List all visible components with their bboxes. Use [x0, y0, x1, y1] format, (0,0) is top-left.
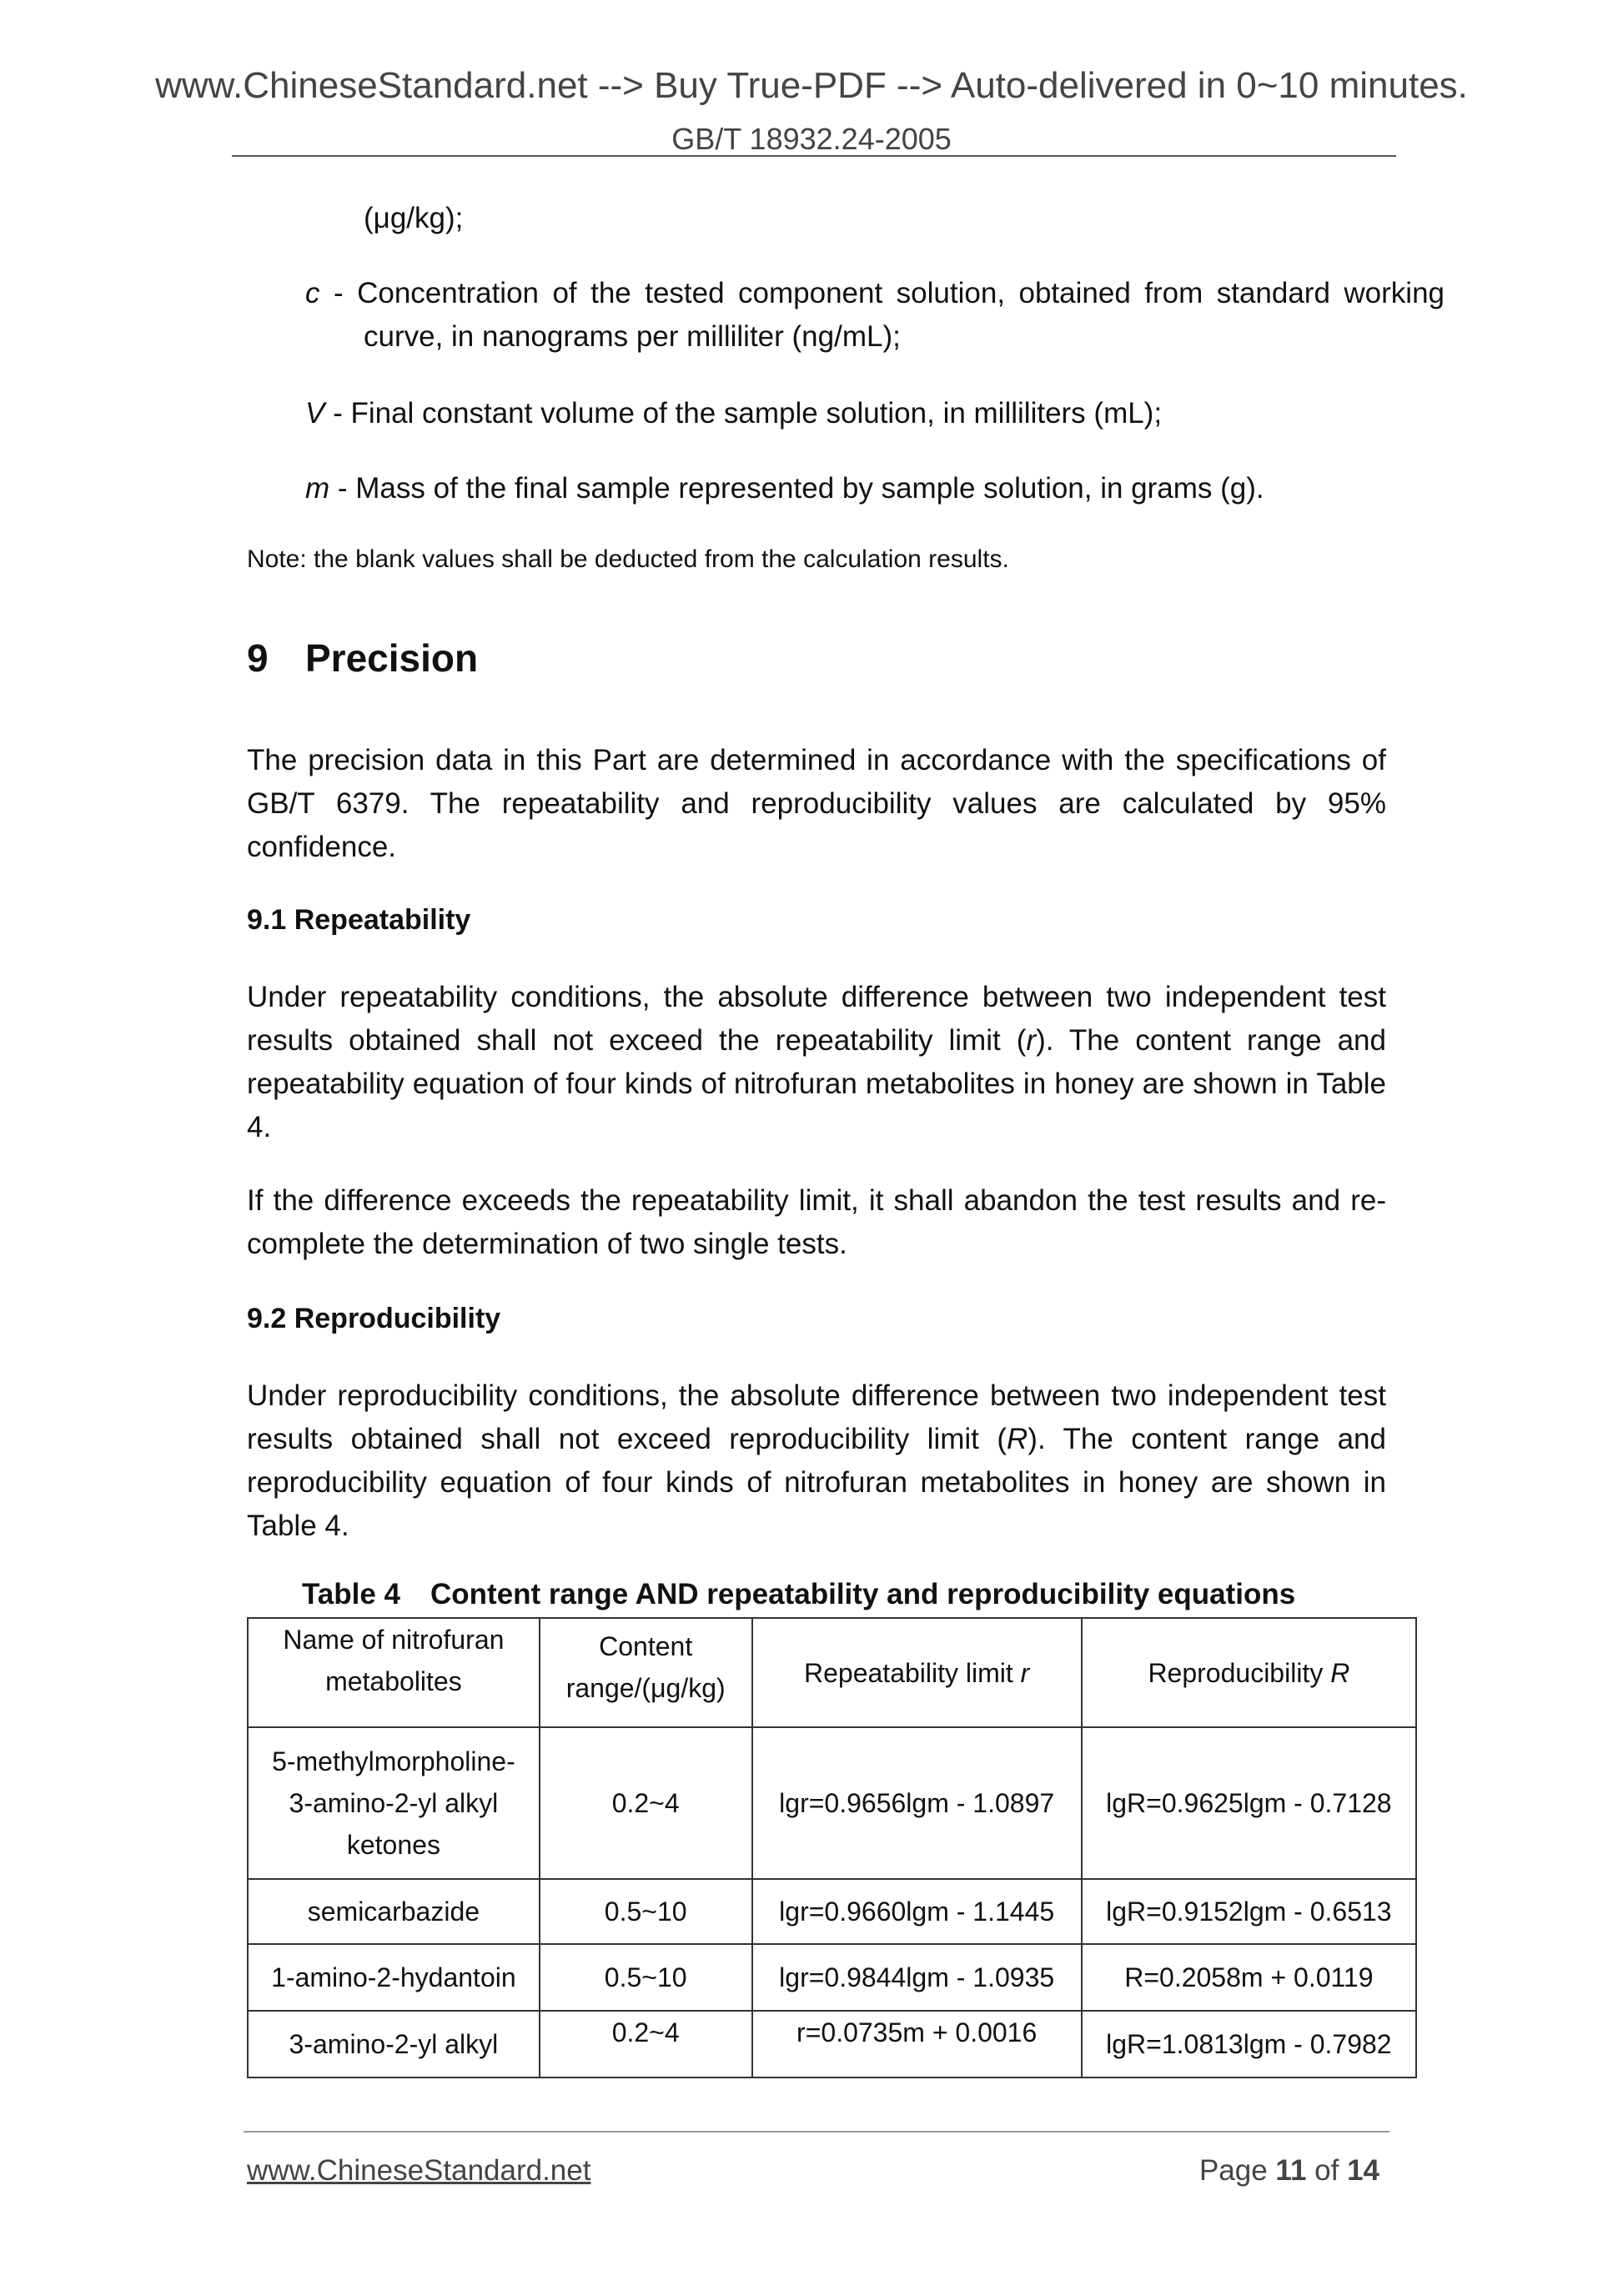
cell-range: 0.2~4: [540, 2011, 752, 2077]
current-page: 11: [1275, 2154, 1307, 2187]
section-heading: [247, 636, 478, 681]
cell-name: 5-methylmorpholine-3-amino-2-yl alkyl ketones: [248, 1727, 540, 1879]
definition-symbol: c: [305, 277, 320, 309]
calculation-note: Note: the blank values shall be deducted from the calculation results.: [247, 545, 1009, 573]
subsection-heading-reproducibility: 9.2 Reproducibility: [247, 1303, 501, 1334]
definition-c: [305, 272, 1445, 359]
standard-code: GB/T 18932.24-2005: [671, 122, 952, 156]
header-text: Repeatability limit: [804, 1657, 1021, 1688]
cell-reproducibility: lgR=1.0813lgm - 0.7982: [1082, 2011, 1416, 2077]
repeatability-paragraph: [247, 976, 1386, 1149]
cell-range: 0.5~10: [540, 1879, 752, 1944]
cell-reproducibility: lgR=0.9152lgm - 0.6513: [1082, 1879, 1416, 1944]
reproducibility-paragraph: [247, 1374, 1386, 1548]
total-pages: 14: [1347, 2154, 1379, 2187]
paragraph-text: ). The content range and repeatability equation of four kinds of nitrofuran metabolites in honey are shown in Table 4.: [247, 1024, 1386, 1143]
header-content-line: range/(μg/kg): [565, 1672, 726, 1703]
header-banner[interactable]: www.ChineseStandard.net --> Buy True-PDF --> Auto-delivered in 0~10 minutes.: [155, 65, 1468, 106]
page-number: [1199, 2154, 1379, 2188]
header-content: [540, 1618, 752, 1727]
definition-v: [305, 392, 1162, 435]
header-text: Reproducibility: [1148, 1657, 1331, 1688]
cell-repeatability: lgr=0.9660lgm - 1.1445: [752, 1879, 1082, 1944]
definition-text: - Concentration of the tested component solution, obtained from standard working curve, in nanograms per milliliter (ng/mL);: [319, 277, 1445, 353]
repeatability-limit-paragraph: If the difference exceeds the repeatability limit, it shall abandon the test results and re-complete the determination of two single tests.: [247, 1184, 1386, 1260]
footer-site-link[interactable]: www.ChineseStandard.net: [247, 2154, 591, 2187]
paragraph-text: Under repeatability conditions, the absolute difference between two independent test results obtained shall not exceed the repeatability limit (: [247, 981, 1386, 1057]
cell-reproducibility: lgR=0.9625lgm - 0.7128: [1082, 1727, 1416, 1879]
cell-repeatability: lgr=0.9656lgm - 1.0897: [752, 1727, 1082, 1879]
page-word: Page: [1198, 2154, 1276, 2187]
footer-divider: [244, 2131, 1389, 2133]
of-word: of: [1306, 2154, 1348, 2187]
definition-text: - Final constant volume of the sample solution, in milliliters (mL);: [324, 397, 1163, 430]
paragraph-text: ). The content range and reproducibility equation of four kinds of nitrofuran metabolites in honey are shown in Table 4.: [247, 1423, 1386, 1542]
table-row: [248, 1727, 1416, 1879]
definition-m: [305, 467, 1264, 510]
cell-reproducibility: R=0.2058m + 0.0119: [1082, 1944, 1416, 2011]
header-divider: [232, 155, 1396, 157]
definition-text: - Mass of the final sample represented by sample solution, in grams (g).: [329, 472, 1264, 505]
precision-intro: The precision data in this Part are determined in accordance with the specifications of GB/T 6379. The repeatability and reproducibility values are calculated by 95% confidence.: [247, 744, 1386, 863]
symbol-R: R: [1007, 1423, 1028, 1455]
symbol-r: r: [1026, 1024, 1037, 1057]
definition-symbol: V: [305, 397, 325, 430]
section-number: 9: [247, 636, 269, 680]
precision-table: [247, 1617, 1417, 2078]
definition-symbol: m: [305, 472, 330, 505]
table-row: [248, 1944, 1416, 2011]
table-title: Content range AND repeatability and reproducibility equations: [430, 1578, 1296, 1610]
cell-range: 0.5~10: [540, 1944, 752, 2011]
header-content-line: Content: [599, 1630, 693, 1661]
header-reproducibility: [1082, 1618, 1416, 1727]
table-header-row: [248, 1618, 1416, 1727]
unit-continuation: (μg/kg);: [364, 202, 464, 234]
cell-repeatability: r=0.0735m + 0.0016: [752, 2011, 1082, 2077]
cell-repeatability: lgr=0.9844lgm - 1.0935: [752, 1944, 1082, 2011]
header-symbol: r: [1020, 1657, 1030, 1688]
subsection-heading-repeatability: 9.1 Repeatability: [247, 904, 471, 936]
cell-range: 0.2~4: [540, 1727, 752, 1879]
table-label: Table 4: [302, 1578, 401, 1610]
paragraph-text: Under reproducibility conditions, the absolute difference between two independent test results obtained shall not exceed reproducibility limit (: [247, 1379, 1386, 1455]
table-caption: [302, 1578, 1295, 1611]
table-row: [248, 2011, 1416, 2077]
header-name: Name of nitrofuran metabolites: [248, 1618, 540, 1727]
table-row: [248, 1879, 1416, 1944]
cell-name: 3-amino-2-yl alkyl: [248, 2011, 540, 2077]
section-title: Precision: [305, 636, 479, 680]
cell-name: 1-amino-2-hydantoin: [248, 1944, 540, 2011]
cell-name: semicarbazide: [248, 1879, 540, 1944]
header-symbol: R: [1330, 1657, 1350, 1688]
header-repeatability: [752, 1618, 1082, 1727]
